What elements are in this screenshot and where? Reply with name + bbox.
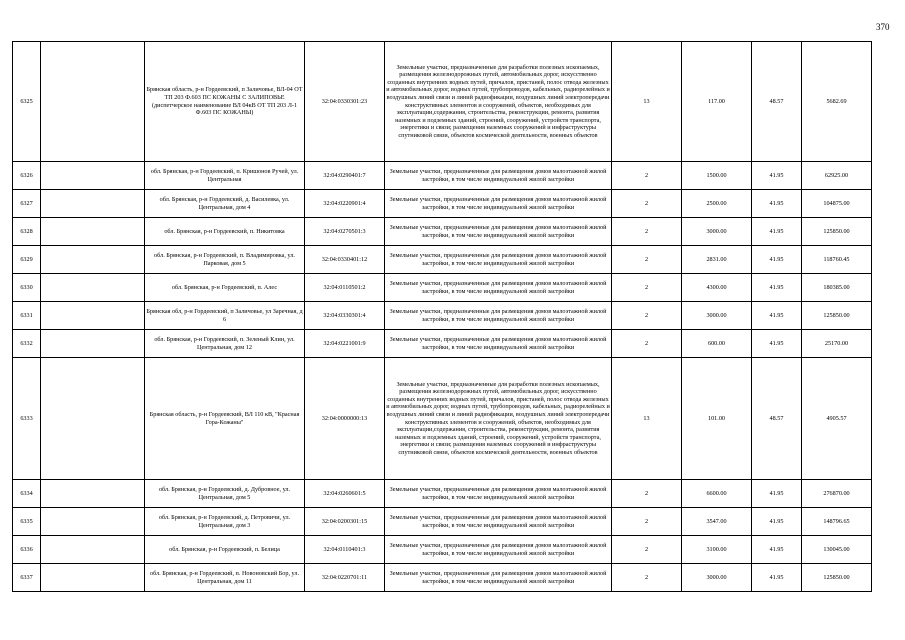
- empty-cell: [41, 302, 145, 330]
- rate-cell: 41.95: [752, 218, 802, 246]
- row-number: 6330: [13, 274, 41, 302]
- address-cell: обл. Брянская, р-н Гордеевский, п. Кришонов Ручей, ул. Центральная: [145, 162, 305, 190]
- table-row: [13, 162, 872, 190]
- land-use-cell: Земельные участки, предназначенные для разработки полезных ископаемых, размещения железнодорожных путей, автомобильных дорог, искусственно созданных внутренних водных путей, причалов, пристаней, полос отвода железных и автомобильных дорог, водных путей, трубопроводов, кабельных, радиорелейных и воздушных линий связи и линий радиофикации, воздушных линий электропередачи конструктивных элементов и сооружений, объектов, необходимых для эксплуатации,содержания, строительства, реконструкции, ремонта, развития наземных и подземных зданий, строений, сооружений, устройств транспорта, энергетики и связи; размещения наземных сооружений и инфраструктуры спутниковой связи, объектов космической деятельности, военных объектов: [385, 42, 612, 162]
- land-use-cell: Земельные участки, предназначенные для размещения домов малоэтажной жилой застройки, в том числе индивидуальной жилой застройки: [385, 190, 612, 218]
- row-number: 6326: [13, 162, 41, 190]
- use-code-cell: 2: [612, 480, 682, 508]
- empty-cell: [41, 508, 145, 536]
- use-code-cell: 2: [612, 536, 682, 564]
- empty-cell: [41, 246, 145, 274]
- row-number: 6334: [13, 480, 41, 508]
- cadastral-number-cell: 32:04:0220701:11: [305, 564, 385, 592]
- cadastral-number-cell: 32:04:0330301:4: [305, 302, 385, 330]
- table-row: [13, 480, 872, 508]
- cadastral-value-cell: 125850.00: [802, 564, 872, 592]
- row-number: 6329: [13, 246, 41, 274]
- cadastral-value-cell: 276870.00: [802, 480, 872, 508]
- use-code-cell: 2: [612, 162, 682, 190]
- land-use-cell: Земельные участки, предназначенные для размещения домов малоэтажной жилой застройки, в том числе индивидуальной жилой застройки: [385, 480, 612, 508]
- use-code-cell: 2: [612, 274, 682, 302]
- row-number: 6335: [13, 508, 41, 536]
- table-row: [13, 302, 872, 330]
- use-code-cell: 2: [612, 218, 682, 246]
- row-number: 6336: [13, 536, 41, 564]
- rate-cell: 41.95: [752, 536, 802, 564]
- area-cell: 6600.00: [682, 480, 752, 508]
- cadastral-value-cell: 5682.69: [802, 42, 872, 162]
- cadastral-number-cell: 32:04:0110401:3: [305, 536, 385, 564]
- use-code-cell: 2: [612, 246, 682, 274]
- table-row: [13, 508, 872, 536]
- land-use-cell: Земельные участки, предназначенные для разработки полезных ископаемых, размещения железнодорожных путей, автомобильных дорог, искусственно созданных внутренних водных путей, причалов, пристаней, полос отвода железных и автомобильных дорог, водных путей, трубопроводов, кабельных, радиорелейных и воздушных линий связи и линий радиофикации, воздушных линий электропередачи конструктивных элементов и сооружений, объектов, необходимых для эксплуатации,содержания, строительства, реконструкции, ремонта, развития наземных и подземных зданий, строений, сооружений, устройств транспорта, энергетики и связи; размещения наземных сооружений и инфраструктуры спутниковой связи, объектов космической деятельности, военных объектов: [385, 358, 612, 480]
- rate-cell: 41.95: [752, 246, 802, 274]
- cadastral-value-cell: 104875.00: [802, 190, 872, 218]
- table-row: [13, 246, 872, 274]
- row-number: 6337: [13, 564, 41, 592]
- page-number: 370: [876, 22, 890, 32]
- cadastral-value-cell: 130045.00: [802, 536, 872, 564]
- land-use-cell: Земельные участки, предназначенные для размещения домов малоэтажной жилой застройки, в том числе индивидуальной жилой застройки: [385, 536, 612, 564]
- address-cell: обл. Брянская, р-н Гордеевский, п. Новоновский Бор, ул. Центральная, дом 11: [145, 564, 305, 592]
- rate-cell: 48.57: [752, 42, 802, 162]
- cadastral-number-cell: 32:04:0000000:13: [305, 358, 385, 480]
- use-code-cell: 13: [612, 358, 682, 480]
- rate-cell: 41.95: [752, 330, 802, 358]
- table-row: [13, 42, 872, 162]
- address-cell: обл. Брянская, р-н Гордеевский, д. Дубровное, ул. Центральная, дом 5: [145, 480, 305, 508]
- row-number: 6332: [13, 330, 41, 358]
- row-number: 6333: [13, 358, 41, 480]
- use-code-cell: 13: [612, 42, 682, 162]
- land-use-cell: Земельные участки, предназначенные для размещения домов малоэтажной жилой застройки, в том числе индивидуальной жилой застройки: [385, 302, 612, 330]
- cadastral-value-cell: 180385.00: [802, 274, 872, 302]
- cadastral-value-cell: 4905.57: [802, 358, 872, 480]
- empty-cell: [41, 564, 145, 592]
- address-cell: обл. Брянская, р-н Гордеевский, п. Белица: [145, 536, 305, 564]
- area-cell: 4300.00: [682, 274, 752, 302]
- land-use-cell: Земельные участки, предназначенные для размещения домов малоэтажной жилой застройки, в том числе индивидуальной жилой застройки: [385, 508, 612, 536]
- table-row: [13, 190, 872, 218]
- area-cell: 3547.00: [682, 508, 752, 536]
- cadastral-number-cell: 32:04:0110501:2: [305, 274, 385, 302]
- row-number: 6325: [13, 42, 41, 162]
- rate-cell: 41.95: [752, 274, 802, 302]
- row-number: 6327: [13, 190, 41, 218]
- empty-cell: [41, 42, 145, 162]
- area-cell: 101.00: [682, 358, 752, 480]
- use-code-cell: 2: [612, 190, 682, 218]
- rate-cell: 41.95: [752, 564, 802, 592]
- address-cell: Брянская область, р-н Гордеевский, ВЛ 110 кВ, "Красная Гора-Кожаны": [145, 358, 305, 480]
- area-cell: 117.00: [682, 42, 752, 162]
- cadastral-number-cell: 32:04:0330301:23: [305, 42, 385, 162]
- cadastral-number-cell: 32:04:0290401:7: [305, 162, 385, 190]
- land-use-cell: Земельные участки, предназначенные для размещения домов малоэтажной жилой застройки, в том числе индивидуальной жилой застройки: [385, 274, 612, 302]
- address-cell: обл. Брянская, р-н Гордеевский, п. Зеленый Клин, ул. Центральная, дом 12: [145, 330, 305, 358]
- empty-cell: [41, 358, 145, 480]
- rate-cell: 41.95: [752, 190, 802, 218]
- area-cell: 1500.00: [682, 162, 752, 190]
- address-cell: обл. Брянская, р-н Гордеевский, д. Петровичи, ул. Центральная, дом 3: [145, 508, 305, 536]
- cadastral-number-cell: 32:04:0220901:4: [305, 190, 385, 218]
- cadastral-value-cell: 62925.00: [802, 162, 872, 190]
- rate-cell: 41.95: [752, 162, 802, 190]
- table-row: [13, 536, 872, 564]
- area-cell: 2831.00: [682, 246, 752, 274]
- land-plot-table: [12, 41, 872, 592]
- empty-cell: [41, 162, 145, 190]
- rate-cell: 41.95: [752, 480, 802, 508]
- empty-cell: [41, 274, 145, 302]
- table-row: [13, 564, 872, 592]
- area-cell: 3000.00: [682, 564, 752, 592]
- cadastral-value-cell: 148796.65: [802, 508, 872, 536]
- land-use-cell: Земельные участки, предназначенные для размещения домов малоэтажной жилой застройки, в том числе индивидуальной жилой застройки: [385, 162, 612, 190]
- area-cell: 3000.00: [682, 302, 752, 330]
- land-use-cell: Земельные участки, предназначенные для размещения домов малоэтажной жилой застройки, в том числе индивидуальной жилой застройки: [385, 330, 612, 358]
- area-cell: 2500.00: [682, 190, 752, 218]
- row-number: 6328: [13, 218, 41, 246]
- use-code-cell: 2: [612, 330, 682, 358]
- empty-cell: [41, 218, 145, 246]
- cadastral-number-cell: 32:04:0221001:9: [305, 330, 385, 358]
- area-cell: 3100.00: [682, 536, 752, 564]
- area-cell: 3000.00: [682, 218, 752, 246]
- empty-cell: [41, 190, 145, 218]
- table-row: [13, 330, 872, 358]
- empty-cell: [41, 480, 145, 508]
- address-cell: Брянская обл, р-н Гордеевский, п Заличовье, ул Заречная, д 6: [145, 302, 305, 330]
- rate-cell: 48.57: [752, 358, 802, 480]
- cadastral-number-cell: 32:04:0260601:5: [305, 480, 385, 508]
- address-cell: обл. Брянская, р-н Гордеевский, д. Василевка, ул. Центральная, дом 4: [145, 190, 305, 218]
- use-code-cell: 2: [612, 302, 682, 330]
- table-row: [13, 274, 872, 302]
- cadastral-value-cell: 118760.45: [802, 246, 872, 274]
- address-cell: обл. Брянская, р-н Гордеевский, п. Никитовка: [145, 218, 305, 246]
- table-row: [13, 218, 872, 246]
- cadastral-number-cell: 32:04:0270501:3: [305, 218, 385, 246]
- address-cell: Брянская область, р-н Гордеевский, п Заличовье, ВЛ-04 ОТ ТП 203 Ф.603 ПС КОЖАНЫ С ЗАЛИПОВЬЕ (диспетчерское наименование ВЛ 04кВ ОТ ТП 203 Л-1 Ф.603 ПС КОЖАНЫ): [145, 42, 305, 162]
- cadastral-value-cell: 125850.00: [802, 218, 872, 246]
- empty-cell: [41, 330, 145, 358]
- land-use-cell: Земельные участки, предназначенные для размещения домов малоэтажной жилой застройки, в том числе индивидуальной жилой застройки: [385, 218, 612, 246]
- land-use-cell: Земельные участки, предназначенные для размещения домов малоэтажной жилой застройки, в том числе индивидуальной жилой застройки: [385, 246, 612, 274]
- cadastral-value-cell: 25170.00: [802, 330, 872, 358]
- empty-cell: [41, 536, 145, 564]
- address-cell: обл. Брянская, р-н Гордеевский, п. Алес: [145, 274, 305, 302]
- table-row: [13, 358, 872, 480]
- rate-cell: 41.95: [752, 302, 802, 330]
- cadastral-value-cell: 125850.00: [802, 302, 872, 330]
- address-cell: обл. Брянская, р-н Гордеевский, п. Владимировка, ул. Парковая, дом 5: [145, 246, 305, 274]
- use-code-cell: 2: [612, 508, 682, 536]
- use-code-cell: 2: [612, 564, 682, 592]
- cadastral-number-cell: 32:04:0200301:15: [305, 508, 385, 536]
- land-use-cell: Земельные участки, предназначенные для размещения домов малоэтажной жилой застройки, в том числе индивидуальной жилой застройки: [385, 564, 612, 592]
- area-cell: 600.00: [682, 330, 752, 358]
- cadastral-number-cell: 32:04:0330401:12: [305, 246, 385, 274]
- row-number: 6331: [13, 302, 41, 330]
- rate-cell: 41.95: [752, 508, 802, 536]
